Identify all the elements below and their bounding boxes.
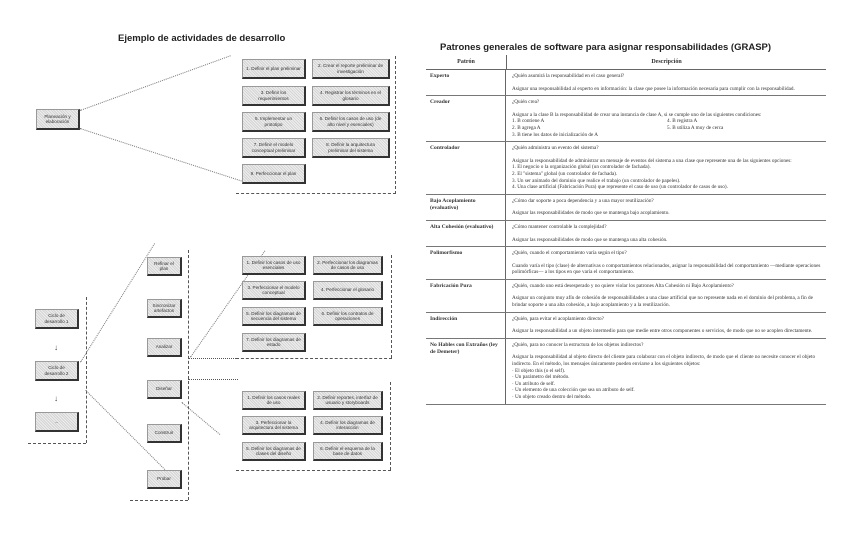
planning-box: Planeación y elaboración [36, 109, 80, 130]
design-activity-box: 3. Perfeccionar la arquitectura del sistema [242, 416, 306, 435]
pattern-question: ¿Quién, cuando uno está desesperado y no quiere violar los patrones Alta Cohesión ni Bajo Acoplamiento? [512, 282, 734, 289]
pattern-answer: Asignar la responsabilidad al objeto directo del cliente para colaborar con el objeto indirecto, de modo que el cliente no necesite conocer el objeto indirecto. En el método, los mensajes únicamente pueden enviarse a los siguientes objetos: [512, 354, 816, 368]
analyze-activity-box: 6. Definir los contratos de operaciones [313, 307, 383, 326]
bracket-line [236, 470, 391, 471]
bracket-line [395, 56, 396, 194]
analyze-activity-box: 2. Perfeccionar los diagramas de casos de uso [313, 256, 383, 275]
pattern-answer: Asignar las responsabilidades de modo que se mantenga una alta cohesión. [512, 236, 668, 243]
condition-item: 5. B utiliza A muy de cerca [667, 124, 724, 131]
phase-box: Analizar [147, 338, 182, 357]
cycle-box: Ciclo de desarrollo 2 [35, 361, 79, 381]
bracket-line [130, 500, 188, 501]
pattern-name: Experto [426, 70, 506, 95]
table-row-controlador [426, 142, 826, 195]
pattern-question: ¿Quién, para evitar el acoplamiento directo? [512, 315, 604, 322]
option-item: 3. Un ser animado del dominio que realice el trabajo (un controlador de papeles). [512, 177, 681, 184]
connector-line [80, 128, 242, 181]
table-row-alta-cohesion [426, 221, 826, 247]
grasp-table-title: Patrones generales de software para asignar responsabilidades (GRASP) [440, 42, 772, 53]
pattern-answer: Asignar una responsabilidad al experto en información: la clase que posee la información necesaria para cumplir con la responsabilidad. [512, 85, 795, 92]
phase-box: Diseñar [147, 380, 182, 399]
activity-box: 3. Definir los requerimientos [242, 86, 306, 106]
table-row-fabricacion-pura [426, 280, 826, 313]
phase-box: Sincronizar artefactos [147, 299, 182, 318]
design-activity-box: 2. Definir reportes, interfaz de usuario y storyboards [313, 391, 383, 410]
activity-box: 7. Definir el modelo conceptual preliminar [242, 138, 306, 158]
pattern-name: Fabricación Pura [426, 280, 506, 312]
grasp-table [426, 55, 826, 405]
option-item: 1. El negocio o la organización global (un controlador de fachada). [512, 164, 651, 171]
design-activity-box: 5. Definir los diagramas de clases del diseño [242, 442, 306, 461]
header-description: Descripción [651, 59, 682, 65]
activity-box: 5. Implementar un prototipo [242, 112, 306, 132]
analyze-activity-box: 3. Perfeccionar el modelo conceptual [242, 281, 306, 300]
table-row-experto [426, 70, 826, 96]
bracket-line [28, 443, 86, 444]
pattern-name: Creador [426, 96, 506, 141]
cycle-box: Ciclo de desarrollo 1 [35, 309, 79, 329]
pattern-answer: Cuando varía el tipo (clase) de alternativas o comportamientos relacionados, asignar la responsabilidad del comportamiento —mediante operaciones polimórficas— a los tipos en que varía el comportamiento. [512, 262, 821, 276]
pattern-answer: Asignar la responsabilidad a un objeto intermedio para que medie entre otros componentes o servicios, de modo que no se acoplen directamente. [512, 328, 813, 335]
table-row-no-hables-con-extranos [426, 339, 826, 405]
connector-line [188, 358, 238, 359]
arrow-down-icon: ↓ [54, 394, 58, 403]
arrow-down-icon: ↓ [54, 343, 58, 352]
activity-box: 1. Definir el plan preliminar [242, 59, 306, 79]
table-row-polimorfismo [426, 247, 826, 280]
connector-line [80, 243, 155, 362]
pattern-question: ¿Quién, para no conocer la estructura de los objetos indirectos? [512, 341, 644, 348]
bracket-line [236, 193, 396, 194]
pattern-name: Controlador [426, 142, 506, 194]
pattern-answer: Asignar la responsabilidad de administrar un mensaje de eventos del sistema a una clase que represente una de las siguientes opciones: [512, 157, 792, 164]
bracket-line [86, 297, 87, 443]
activity-box: 9. Perfeccionar el plan [242, 164, 306, 184]
activity-box: 6. Definir los casos de uso (de alto nivel y esenciales) [312, 112, 390, 132]
left-diagram-title: Ejemplo de actividades de desarrollo [118, 33, 286, 44]
bracket-line [390, 382, 391, 470]
pattern-question: ¿Cómo dar soporte a poca dependencia y a una mayor reutilización? [512, 197, 654, 204]
condition-item: 1. B contiene A [512, 118, 545, 125]
bracket-line [391, 255, 392, 358]
analyze-activity-box: 4. Perfeccionar el glosario [313, 281, 383, 300]
design-activity-box: 4. Definir los diagramas de interacción [313, 416, 383, 435]
connector-line [188, 379, 238, 380]
activity-box: 2. Crear el reporte preliminar de investigación [312, 59, 390, 79]
pattern-name: No Hables con Extraños (ley de Demeter) [426, 339, 506, 404]
pattern-name: Bajo Acoplamiento (evaluativo) [426, 195, 506, 220]
table-row-creador [426, 96, 826, 142]
phase-box: Construir [147, 424, 182, 443]
table-row-indireccion [426, 313, 826, 339]
pattern-answer: Asignar a la clase B la responsabilidad de crear una instancia de clase A, si se cumple uno de las siguientes condiciones: [512, 111, 762, 118]
design-activity-box: 6. Definir el esquema de la base de datos [313, 442, 383, 461]
activity-box: 4. Registrar los términos en el glosario [312, 86, 390, 106]
pattern-question: ¿Quién, cuando el comportamiento varía según el tipo? [512, 250, 627, 257]
activity-box: 8. Definir la arquitectura preliminar del sistema [312, 138, 390, 158]
connector-line [80, 55, 231, 111]
header-pattern: Patrón [426, 55, 507, 69]
option-item: 2. El "sistema" global (un controlador de fachada). [512, 170, 618, 177]
condition-item: 4. B registra A [667, 118, 698, 125]
analyze-activity-box: 7. Definir los diagramas de estado [242, 333, 306, 352]
bracket-line [236, 358, 392, 359]
object-item: · Un parámetro del método. [512, 374, 570, 381]
pattern-question: ¿Quién administra un evento del sistema? [512, 145, 599, 152]
object-item: · El objeto this (o el self). [512, 367, 566, 374]
object-item: · Un atributo de self. [512, 380, 556, 387]
cycle-box: ... [35, 412, 79, 432]
pattern-question: ¿Quién crea? [512, 99, 540, 106]
bracket-line [188, 250, 189, 500]
analyze-activity-box: 5. Definir los diagramas de secuencia del sistema [242, 307, 306, 326]
pattern-answer: Asignar un conjunto muy afín de cohesión de responsabilidades a una clase artificial que no represente nada en el dominio del problema, a fin de brindar soporte a una alta cohesión, a bajo acoplamiento y a la reutilización. [512, 295, 813, 309]
phase-box: Probar [147, 470, 182, 489]
condition-item: 2. B agrega A [512, 124, 541, 131]
design-activity-box: 1. Definir los casos reales de uso [242, 391, 306, 410]
pattern-question: ¿Quién asumirá la responsabilidad en el caso general? [512, 73, 625, 79]
option-item: 4. Una clase artificial (Fabricación Pura) que represente el caso de uso (un controlador de casos de uso). [512, 184, 728, 191]
object-item: · Un objeto creado dentro del método. [512, 394, 592, 400]
object-item: · Un elemento de una colección que sea un atributo de self. [512, 387, 635, 394]
pattern-name: Alta Cohesión (evaluativo) [426, 221, 506, 246]
pattern-answer: Asignar las responsabilidades de modo que se mantenga bajo acoplamiento. [512, 210, 670, 217]
pattern-name: Polimorfismo [426, 247, 506, 279]
phase-box: Refinar el plan [147, 257, 182, 276]
analyze-activity-box: 1. Definir los casos de uso esenciales [242, 256, 306, 275]
pattern-question: ¿Cómo mantener controlable la complejidad? [512, 223, 607, 230]
pattern-name: Indirección [426, 313, 506, 338]
table-row-bajo-acoplamiento [426, 195, 826, 221]
table-header [426, 55, 826, 70]
condition-item: 3. B tiene los datos de inicialización de A [512, 131, 599, 138]
